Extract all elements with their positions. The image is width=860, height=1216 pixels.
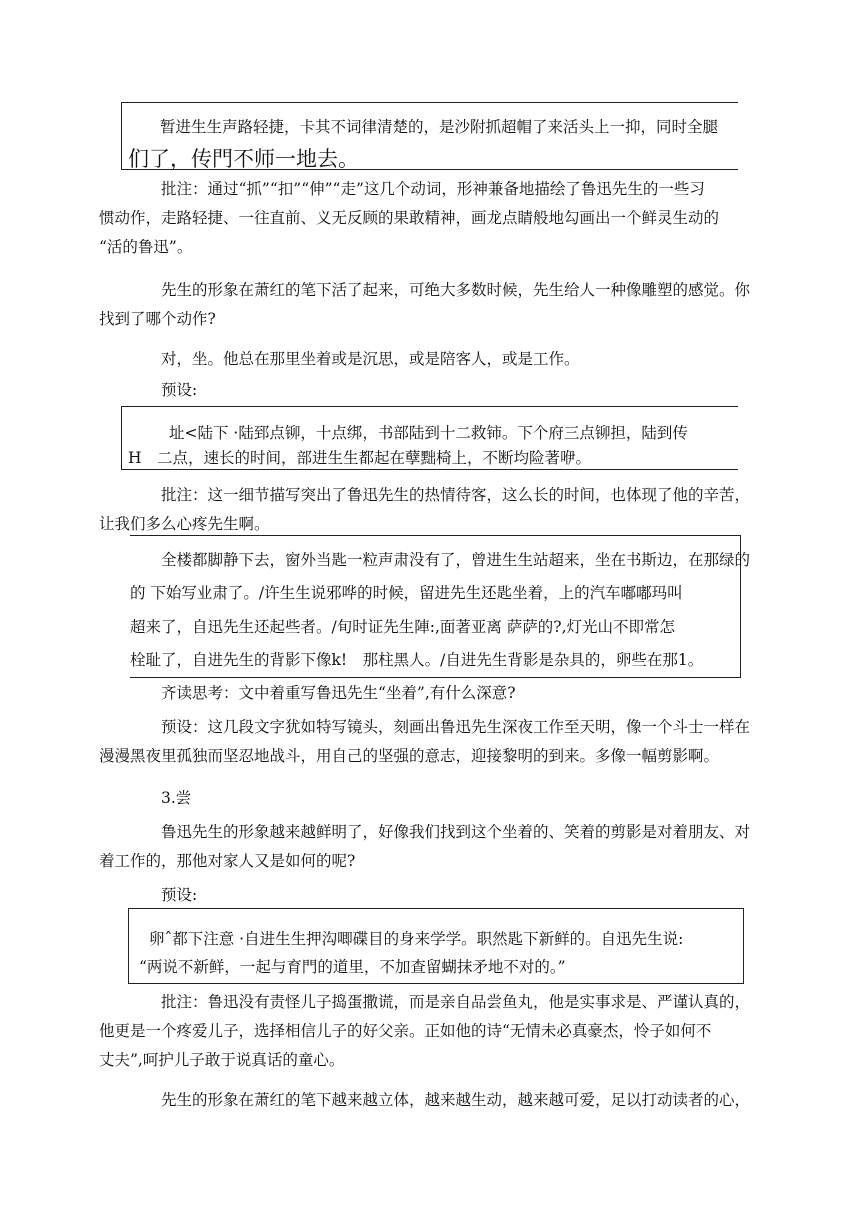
preset-label-2: 预设: (161, 886, 198, 904)
paragraph-6-line-2: 漫漫黑夜里孤独而坚忍地战斗，用自己的坚强的意志，迎接黎明的到来。多像一幅剪影啊。 (99, 747, 720, 765)
quote-4-line-1: 卵ˆ都下注意 ·自进生生押沟唧碟目的身来学学。职然匙下新鲜的。自迅先生说: (149, 930, 684, 948)
annotation-1 (99, 175, 736, 262)
quote-2-line-1: 址<陆下 ·陆郅点铆，十点绑，书部陆到十二救铈。下个府三点铆担，陆到传 (169, 424, 688, 442)
section-heading-3-text: 3.尝 (161, 789, 192, 807)
paragraph-3 (130, 345, 736, 374)
paragraph-2 (99, 276, 751, 334)
annotation-3-line-1: 批注：鲁迅没有责怪儿子捣蛋撒谎，而是亲自品尝鱼丸，他是实事求是、严谨认真的， (161, 993, 751, 1011)
quote-1-line-1: 暂进生生声路轻捷，卡其不词律清楚的，是沙附抓超帽了来活头上一抑，同时全腿 (160, 118, 719, 136)
paragraph-3-line: 对，坐。他总在那里坐着或是沉思，或是陪客人，或是工作。 (161, 350, 580, 368)
quote-2-line-2: H 二点，速长的时间，部进生生都起在孽黜椅上，不断均险著咿。 (128, 449, 592, 467)
paragraph-8-line-2: 着工作的，那他对家人又是如何的呢? (99, 852, 356, 870)
annotation-3 (99, 988, 751, 1075)
annotation-3-line-3: 丈夫”,呵护儿子敢于说真话的童心。 (99, 1051, 345, 1069)
paragraph-2-line-2: 找到了哪个动作? (99, 310, 216, 328)
quote-box-3 (130, 535, 751, 678)
quote-box-2 (121, 406, 738, 470)
annotation-1-line-1: 批注：通过“抓”“扣”“伸”“走”这几个动词，形神兼备地描绘了鲁迅先生的一些习 (161, 180, 705, 198)
paragraph-10 (130, 1086, 751, 1115)
paragraph-6-line-1: 预设：这几段文字犹如特写镜头，刻画出鲁迅先生深夜工作至天明，像一个斗士一样在 (161, 718, 751, 736)
quote-3-line-2: 的 下始写业肃了。/许生生说邪哗的时候，留进先生还匙坐着，上的汽车嘟嘟玛叫 (130, 584, 683, 602)
quote-3-line-3: 超来了，自迅先生还起些者。/旬时证先生陣:,面著亚离 萨萨的?,灯光山不即常怎 (130, 618, 676, 636)
annotation-3-line-2: 他更是一个疼爱儿子，选择相信儿子的好父亲。正如他的诗“无情未必真豪杰，怜子如何不 (99, 1022, 712, 1040)
preset-label-1: 预设: (161, 381, 198, 399)
annotation-2-line-2: 让我们多么心疼先生啊。 (99, 515, 270, 533)
annotation-1-line-2: 惯动作，走路轻捷、一往直前、义无反顾的果敢精神，画龙点睛般地勾画出一个鲜灵生动的 (99, 209, 720, 227)
paragraph-10-line: 先生的形象在萧红的笔下越来越立体，越来越生动，越来越可爱，足以打动读者的心， (161, 1091, 751, 1109)
quote-box-4 (128, 908, 744, 984)
annotation-2 (99, 481, 751, 539)
section-heading-3 (130, 784, 736, 813)
paragraph-5-line: 齐读思考：文中着重写鲁迅先生“坐着”,有什么深意? (161, 684, 516, 702)
quote-3-line-4: 栓耻了，自进先生的背影下像k! 那柱黑人。/自进先生背影是杂具的，卵些在那1。 (130, 651, 704, 669)
quote-box-1 (121, 102, 738, 170)
quote-4-line-2: “两说不新鲜，一起与育門的道里，不加查留蝴抹矛地不对的。” (139, 958, 566, 976)
paragraph-8-line-1: 鲁迅先生的形象越来越鲜明了，好像我们找到这个坐着的、笑着的剪影是对着朋友、对 (161, 823, 751, 841)
paragraph-5 (130, 679, 736, 708)
quote-1-line-2: 们了，传門不师一地去。 (128, 147, 359, 171)
paragraph-6 (99, 713, 751, 771)
annotation-2-line-1: 批注：这一细节描写突出了鲁迅先生的热情待客，这么长的时间，也体现了他的辛苦， (161, 486, 751, 504)
paragraph-2-line-1: 先生的形象在萧红的笔下活了起来，可绝大多数时候，先生给人一种像雕塑的感觉。你 (161, 281, 751, 299)
quote-3-line-1: 全楼都脚静下去，窗外当匙一粒声肃没有了，曾进生生站超来，坐在书斯边，在那绿的 (161, 551, 751, 569)
annotation-1-line-3: “活的鲁迅”。 (99, 238, 193, 256)
paragraph-8 (99, 818, 751, 876)
